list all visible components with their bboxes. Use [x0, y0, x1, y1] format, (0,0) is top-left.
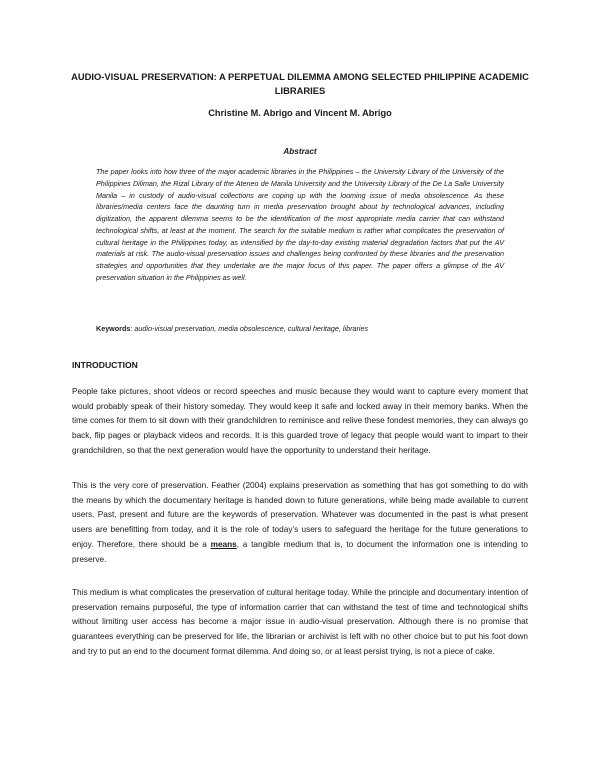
- section-heading-introduction: INTRODUCTION: [72, 360, 138, 370]
- intro-paragraph-3: This medium is what complicates the preservation of cultural heritage today. While the principle and documentary intention of preservation remains purposeful, the type of information carrier that can withstand the test of time and technological shifts without limiting user access has become a major issue in audio-visual preservation. Although there is no promise that guarantees everything can be preserved for life, the librarian or archivist is left with no other choice but to put his foot down and try to put an end to the document format dilemma. And doing so, or at least persist trying, is not a piece of cake.: [72, 588, 528, 656]
- paper-title: AUDIO-VISUAL PRESERVATION: A PERPETUAL DILEMMA AMONG SELECTED PHILIPPINE ACADEMIC LIBRARIES: [71, 71, 529, 96]
- abstract-heading: Abstract: [283, 147, 317, 156]
- intro-paragraph-2: [72, 479, 528, 567]
- keywords-label: Keywords: [96, 324, 131, 333]
- paragraph-2-text-end: , a tangible medium that is, to document the information one is intending to preserve.: [72, 539, 528, 564]
- paper-authors: Christine M. Abrigo and Vincent M. Abrigo: [208, 108, 392, 118]
- emphasized-word-means: means: [210, 539, 237, 549]
- intro-paragraph-1: People take pictures, shoot videos or record speeches and music because they would want to capture every moment that would probably speak of their history someday. They would keep it safe and locked away in their memory banks. When the time comes for them to sit down with their grandchildren to reminisce and relive these fondest memories, they can always go back, flip pages or playback videos and records. It is this guarded trove of legacy that people would want to impart to their grandchildren, so that the next generation would have the opportunity to understand their heritage.: [72, 387, 528, 455]
- abstract-text: The paper looks into how three of the major academic libraries in the Philippines – the University Library of the University of the Philippines Diliman, the Rizal Library of the Ateneo de Manila University and the University Library of the De La Salle University Manila – in custody of audio-visual collections are coping up with the looming issue of media obsolescence. As these libraries/media centers face the daunting turn in media preservation brought about by technological advances, including digitization, the apparent dilemma seems to be the identification of the most appropriate media carrier that can withstand technological shifts, at least at the moment. The search for the suitable medium is rather what complicates the preservation of cultural heritage in the Philippines today, as intensified by the day-to-day existing material degradation factors that put the AV materials at risk. The audio-visual preservation issues and challenges being confronted by these libraries and the preservation strategies and opportunities that they undertake are the major focus of this paper. The paper offers a glimpse of the AV preservation situation in the Philippines as well.: [96, 167, 504, 282]
- keywords-text: : audio-visual preservation, media obsolescence, cultural heritage, libraries: [130, 324, 369, 333]
- keywords-line: [96, 323, 504, 334]
- paragraph-2-text-start: This is the very core of preservation. Feather (2004) explains preservation as something that has got something to do with the means by which the documentary heritage is handed down to future generations, while being made available to current users. Past, present and future are the keywords of preservation. Whatever was documented in the past is what present users are benefitting from today, and it is the role of today’s users to safeguard the heritage for the future generations to enjoy. Therefore, there should be a: [72, 481, 528, 549]
